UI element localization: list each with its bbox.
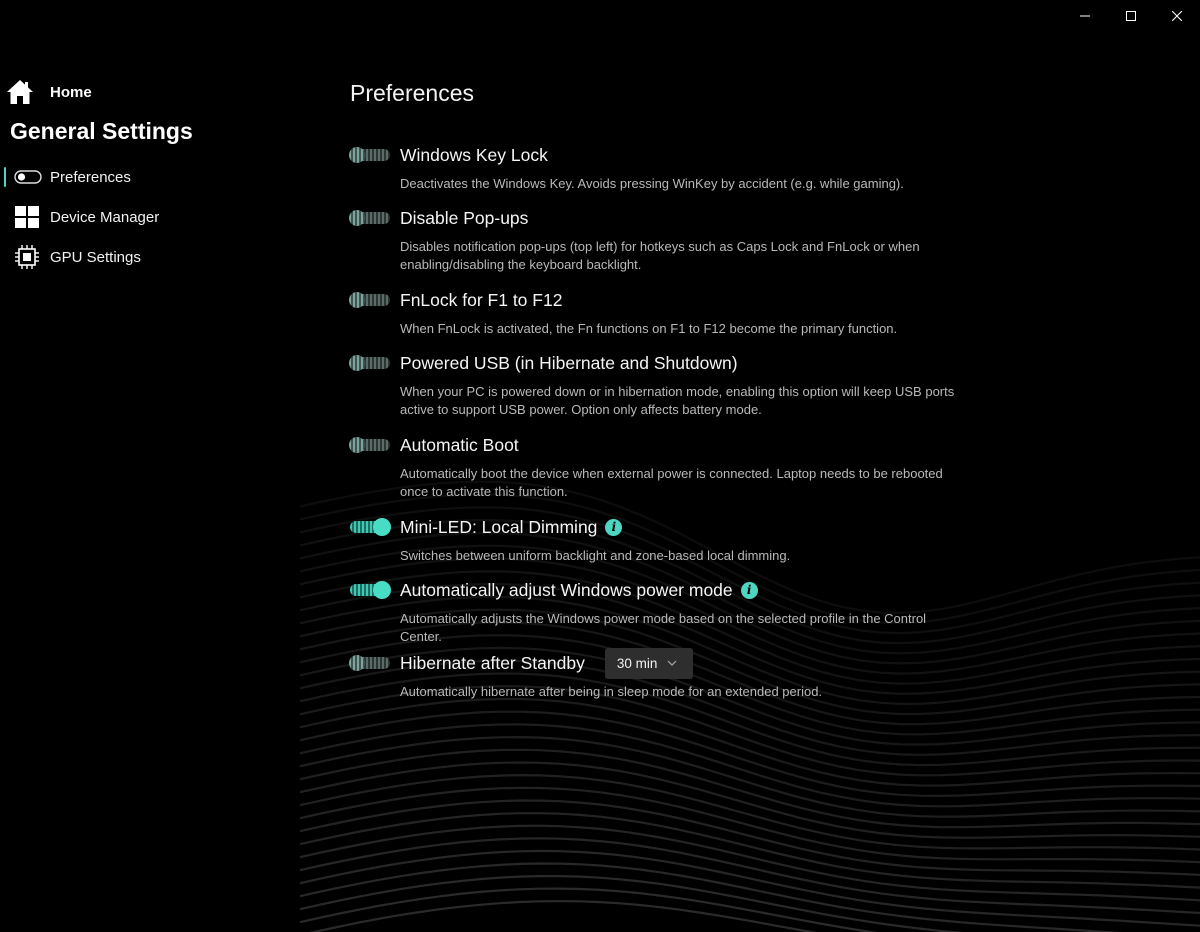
toggle-icon xyxy=(14,165,42,189)
sidebar xyxy=(0,0,320,932)
setting-description: Disables notification pop-ups (top left) for hotkeys such as Caps Lock and FnLock or when enabling/disabling the keyboard backlight. xyxy=(400,239,920,272)
hibernate-delay-dropdown[interactable] xyxy=(605,648,693,679)
setting-auto-power-mode xyxy=(350,578,1110,646)
page-title: Preferences xyxy=(350,80,475,106)
windows-key-lock-toggle[interactable] xyxy=(350,149,390,161)
maximize-icon xyxy=(1126,11,1136,21)
window-controls xyxy=(1062,0,1200,32)
sidebar-item-label: Device Manager xyxy=(50,208,160,226)
setting-description: Switches between uniform backlight and zone-based local dimming. xyxy=(400,548,791,563)
setting-description: When FnLock is activated, the Fn functions on F1 to F12 become the primary function. xyxy=(400,321,898,336)
setting-label: Disable Pop-ups xyxy=(400,207,529,228)
gpu-chip-icon xyxy=(14,245,42,269)
powered-usb-toggle[interactable] xyxy=(350,357,390,369)
setting-automatic-boot xyxy=(350,433,1110,501)
setting-disable-popups xyxy=(350,206,1110,274)
setting-description: Automatically boot the device when external power is connected. Laptop needs to be rebooted once to activate this function. xyxy=(400,466,943,499)
local-dimming-toggle[interactable] xyxy=(350,521,390,533)
setting-windows-key-lock xyxy=(350,143,1110,193)
active-indicator xyxy=(4,167,6,187)
setting-label: Automatic Boot xyxy=(400,434,519,455)
close-icon xyxy=(1172,11,1182,21)
dropdown-value: 30 min xyxy=(616,655,658,671)
setting-description: Automatically hibernate after being in sleep mode for an extended period. xyxy=(400,684,823,699)
auto-power-mode-toggle[interactable] xyxy=(350,584,390,596)
windows-logo-icon xyxy=(14,205,42,229)
fnlock-toggle[interactable] xyxy=(350,294,390,306)
setting-label: Hibernate after Standby xyxy=(400,652,585,673)
close-button[interactable] xyxy=(1154,0,1200,32)
maximize-button[interactable] xyxy=(1108,0,1154,32)
setting-description: Automatically adjusts the Windows power mode based on the selected profile in the Control Center. xyxy=(400,611,927,644)
setting-label: Windows Key Lock xyxy=(400,144,548,165)
info-icon[interactable]: i xyxy=(741,582,758,599)
sidebar-item-gpu-settings[interactable] xyxy=(4,241,304,273)
sidebar-item-device-manager[interactable] xyxy=(4,201,304,233)
automatic-boot-toggle[interactable] xyxy=(350,439,390,451)
setting-powered-usb xyxy=(350,351,1110,419)
sidebar-item-preferences[interactable] xyxy=(4,161,304,193)
home-icon xyxy=(6,78,34,106)
info-icon[interactable]: i xyxy=(605,519,622,536)
setting-description: Deactivates the Windows Key. Avoids pressing WinKey by accident (e.g. while gaming). xyxy=(400,176,904,191)
sidebar-item-label: GPU Settings xyxy=(50,248,141,266)
setting-label: Mini-LED: Local Dimming xyxy=(400,516,598,537)
setting-label: Powered USB (in Hibernate and Shutdown) xyxy=(400,352,738,373)
minimize-icon xyxy=(1080,11,1090,21)
setting-local-dimming xyxy=(350,515,1110,565)
hibernate-after-standby-toggle[interactable] xyxy=(350,657,390,669)
sidebar-item-label: Preferences xyxy=(50,168,131,186)
setting-fnlock xyxy=(350,288,1110,338)
setting-label: Automatically adjust Windows power mode xyxy=(400,579,733,600)
sidebar-item-home[interactable] xyxy=(6,78,92,106)
disable-popups-toggle[interactable] xyxy=(350,212,390,224)
setting-description: When your PC is powered down or in hibernation mode, enabling this option will keep USB ports active to support USB power. Option only affects battery mode. xyxy=(400,384,955,417)
chevron-down-icon xyxy=(667,660,677,666)
setting-label: FnLock for F1 to F12 xyxy=(400,289,563,310)
home-label: Home xyxy=(50,83,92,101)
minimize-button[interactable] xyxy=(1062,0,1108,32)
section-title: General Settings xyxy=(10,118,193,144)
setting-hibernate-after-standby xyxy=(350,651,1110,701)
